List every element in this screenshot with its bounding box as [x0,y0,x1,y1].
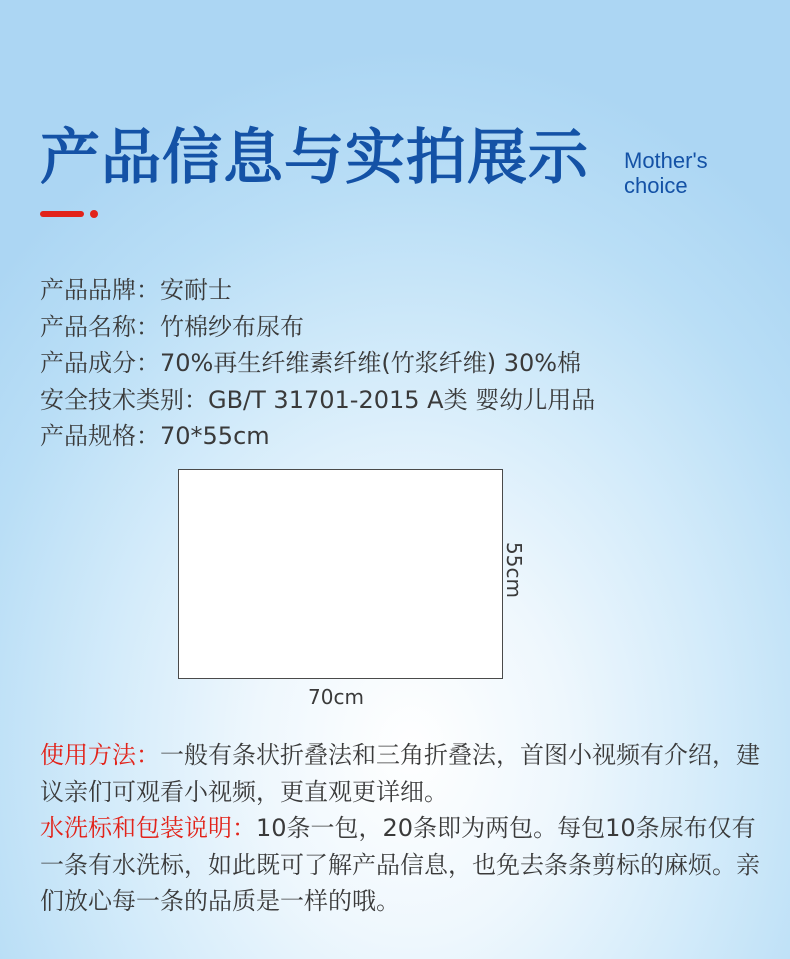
washing-label-label: 水洗标和包装说明： [40,814,256,842]
spec-brand: 产品品牌：安耐士 [40,276,232,304]
brand-logo-line-2: choice [624,173,688,198]
accent-dot [90,210,98,218]
spec-size: 产品规格：70*55cm [40,422,270,450]
spec-product-name: 产品名称：竹棉纱布尿布 [40,312,304,341]
spec-safety-category: 安全技术类别：GB/T 31701-2015 A类 婴幼儿用品 [40,385,596,414]
brand-logo-line-1: Mother's [624,148,708,173]
usage-text: 一般有条状折叠法和三角折叠法，首图小视频有介绍，建议亲们可观看小视频，更直观更详细。 [40,741,760,806]
spec-composition: 产品成分：70%再生纤维素纤维(竹浆纤维) 30%棉 [40,349,582,377]
size-diagram-height-label: 55cm [502,542,526,598]
spec-list [40,272,595,455]
usage-label: 使用方法： [40,741,160,769]
washing-label-text: 10条一包，20条即为两包。每包10条尿布仅有一条有水洗标，如此既可了解产品信息，也免去条条剪标的麻烦。亲们放心每一条的品质是一样的哦。 [40,814,760,915]
notes-paragraph [40,737,760,920]
page-title: 产品信息与实拍展示 [40,123,589,193]
brand-logo [624,148,708,198]
size-diagram-width-label: 70cm [308,685,364,709]
accent-bar [40,211,84,217]
size-diagram-rectangle [178,469,503,679]
